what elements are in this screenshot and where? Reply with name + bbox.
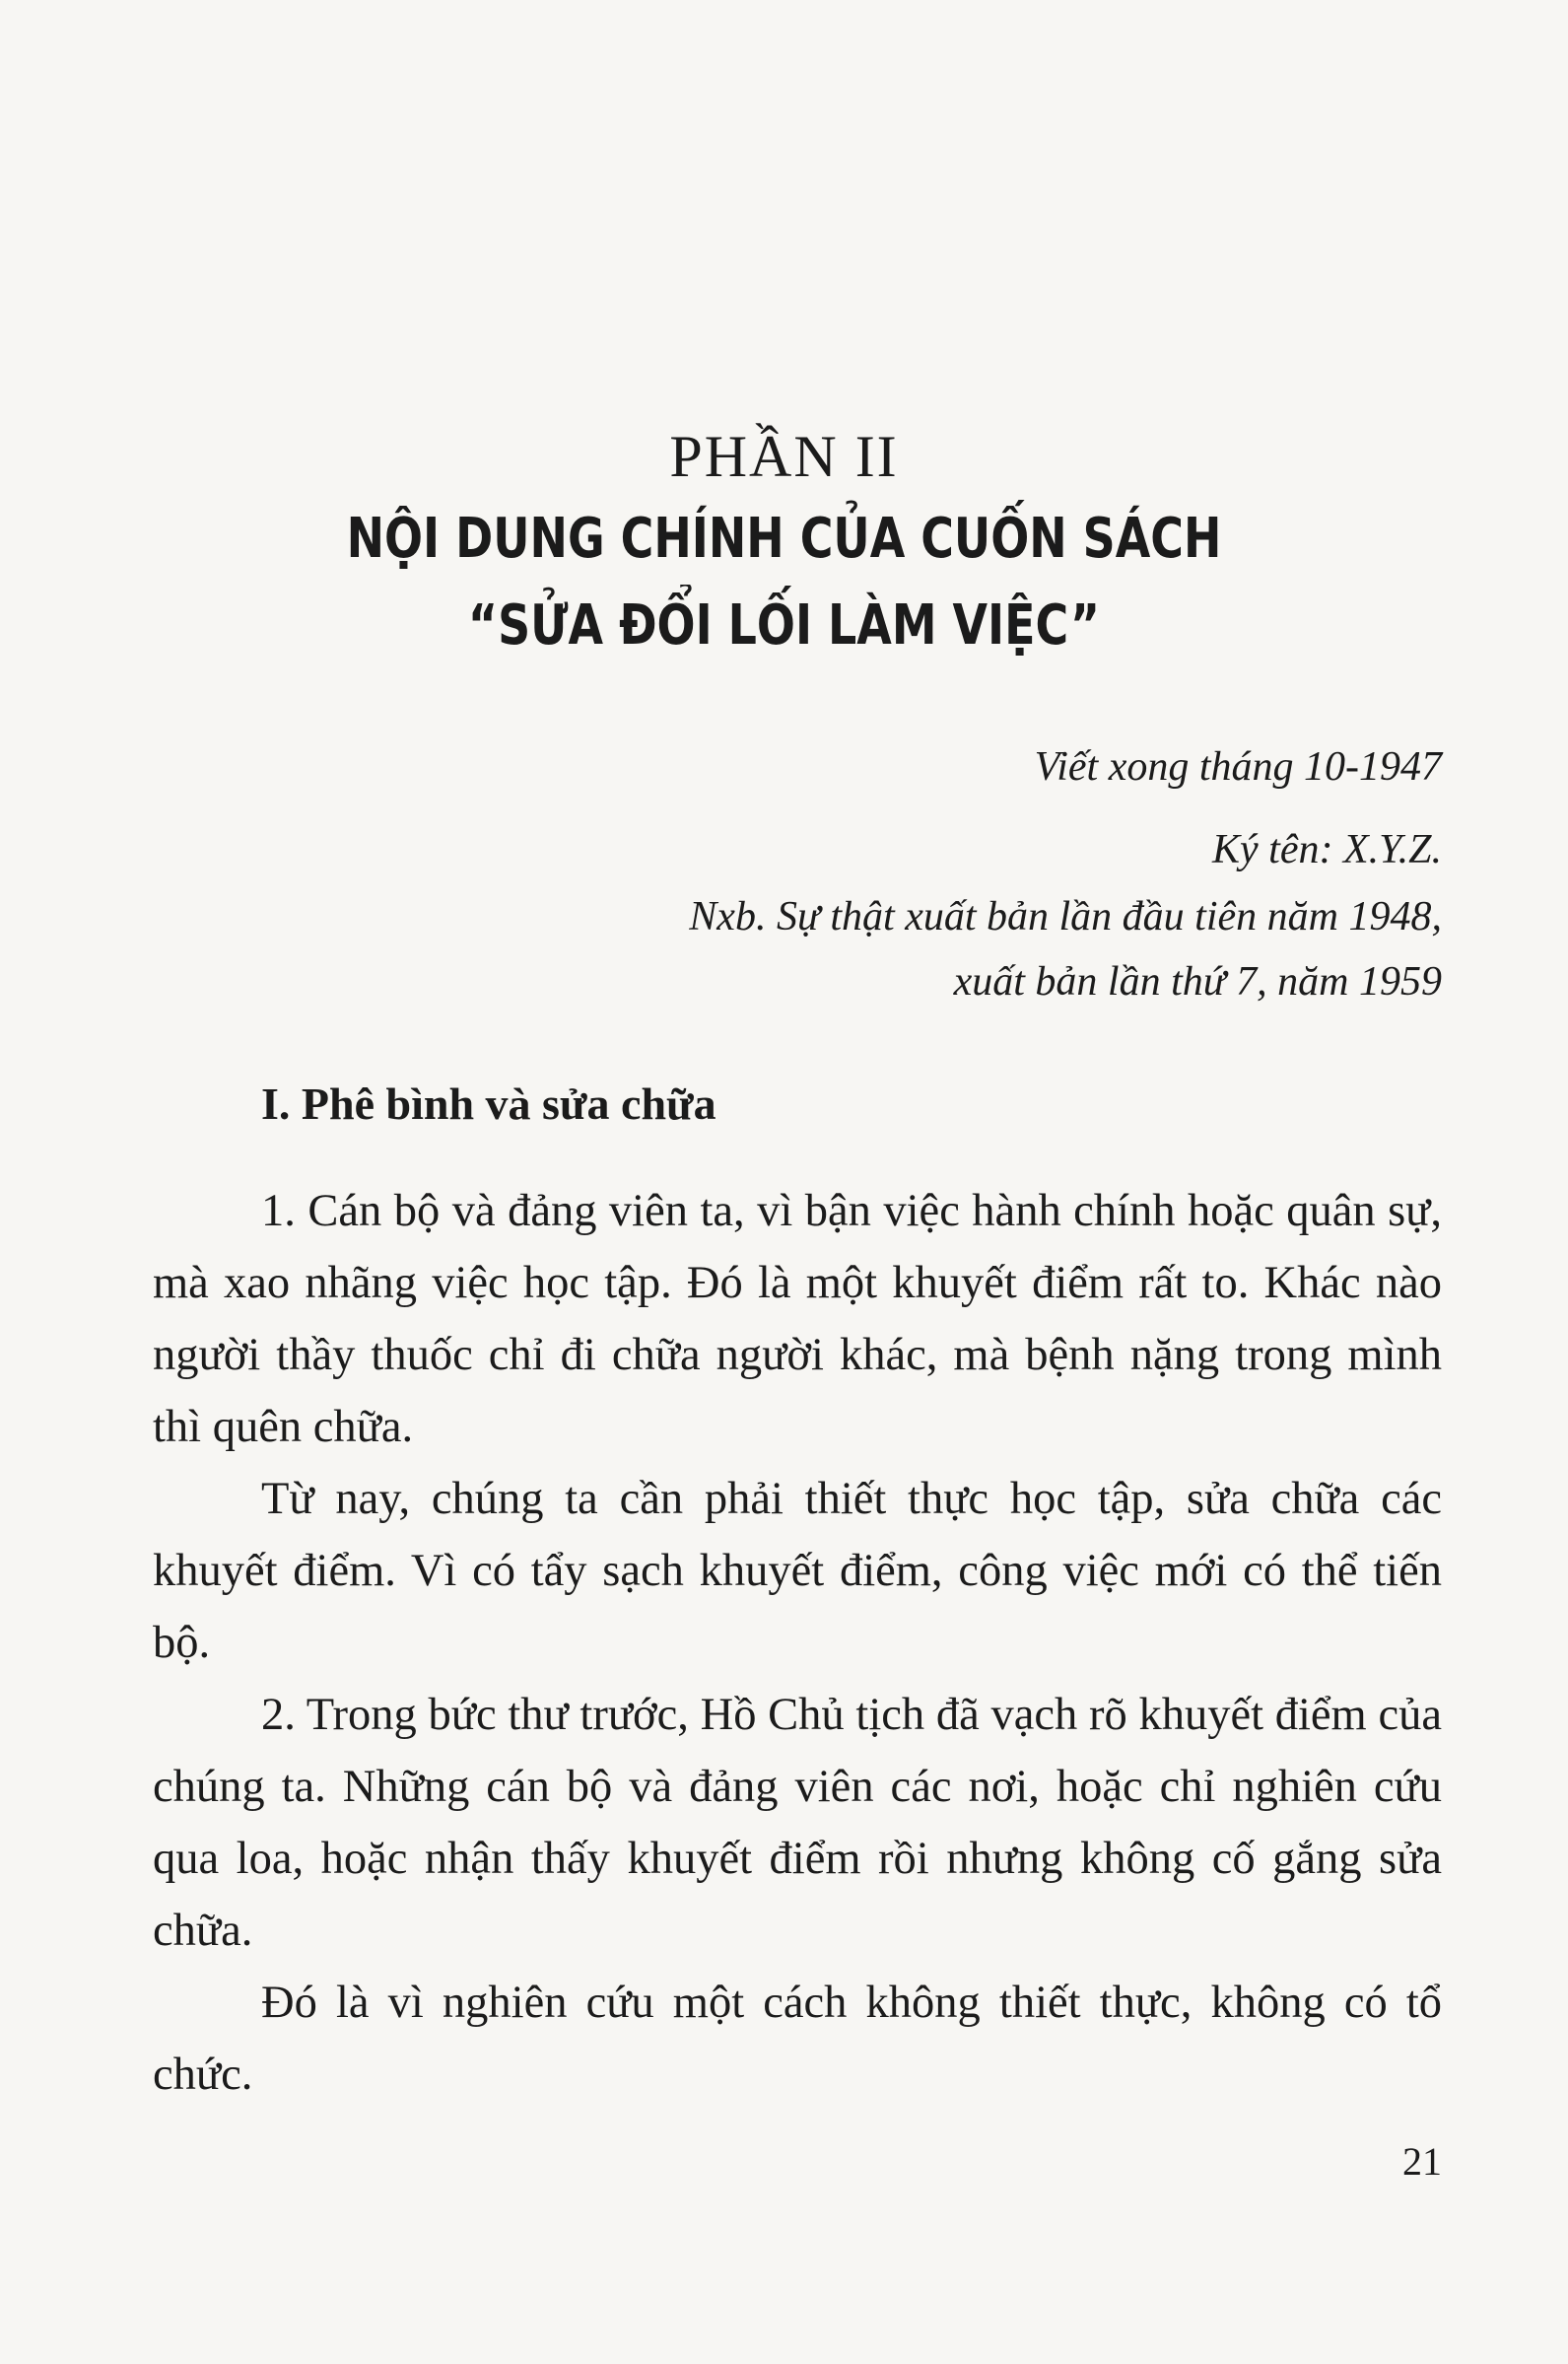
publisher-note: Nxb. Sự thật xuất bản lần đầu tiên năm 1948, [689,894,1442,939]
paragraph: 1. Cán bộ và đảng viên ta, vì bận việc hành chính hoặc quân sự, mà xao nhãng việc học tập. Đó là một khuyết điểm rất to. Khác nào người thầy thuốc chỉ đi chữa người khác, mà bệnh nặng trong mình thì quên chữa. [153,1186,1442,1452]
signature-note: Ký tên: X.Y.Z. [1212,827,1442,872]
paragraph: Đó là vì nghiên cứu một cách không thiết thực, không có tổ chức. [153,1978,1442,2100]
edition-note: xuất bản lần thứ 7, năm 1959 [953,959,1442,1005]
page-number: 21 [1402,2139,1442,2184]
section-heading: I. Phê bình và sửa chữa [261,1078,716,1129]
chapter-title-line-1: NỘI DUNG CHÍNH CỦA CUỐN SÁCH [346,507,1222,571]
written-date: Viết xong tháng 10-1947 [1034,744,1442,790]
paragraph: Từ nay, chúng ta cần phải thiết thực học tập, sửa chữa các khuyết điểm. Vì có tẩy sạch khuyết điểm, công việc mới có thể tiến bộ. [153,1474,1442,1668]
body-text [153,1175,1442,2111]
part-label: PHẦN II [669,424,899,489]
chapter-title-line-2: “SỬA ĐỔI LỐI LÀM VIỆC” [467,593,1101,658]
paragraph: 2. Trong bức thư trước, Hồ Chủ tịch đã vạch rõ khuyết điểm của chúng ta. Những cán bộ và đảng viên các nơi, hoặc chỉ nghiên cứu qua loa, hoặc nhận thấy khuyết điểm rồi nhưng không cố gắng sửa chữa. [153,1690,1442,1956]
